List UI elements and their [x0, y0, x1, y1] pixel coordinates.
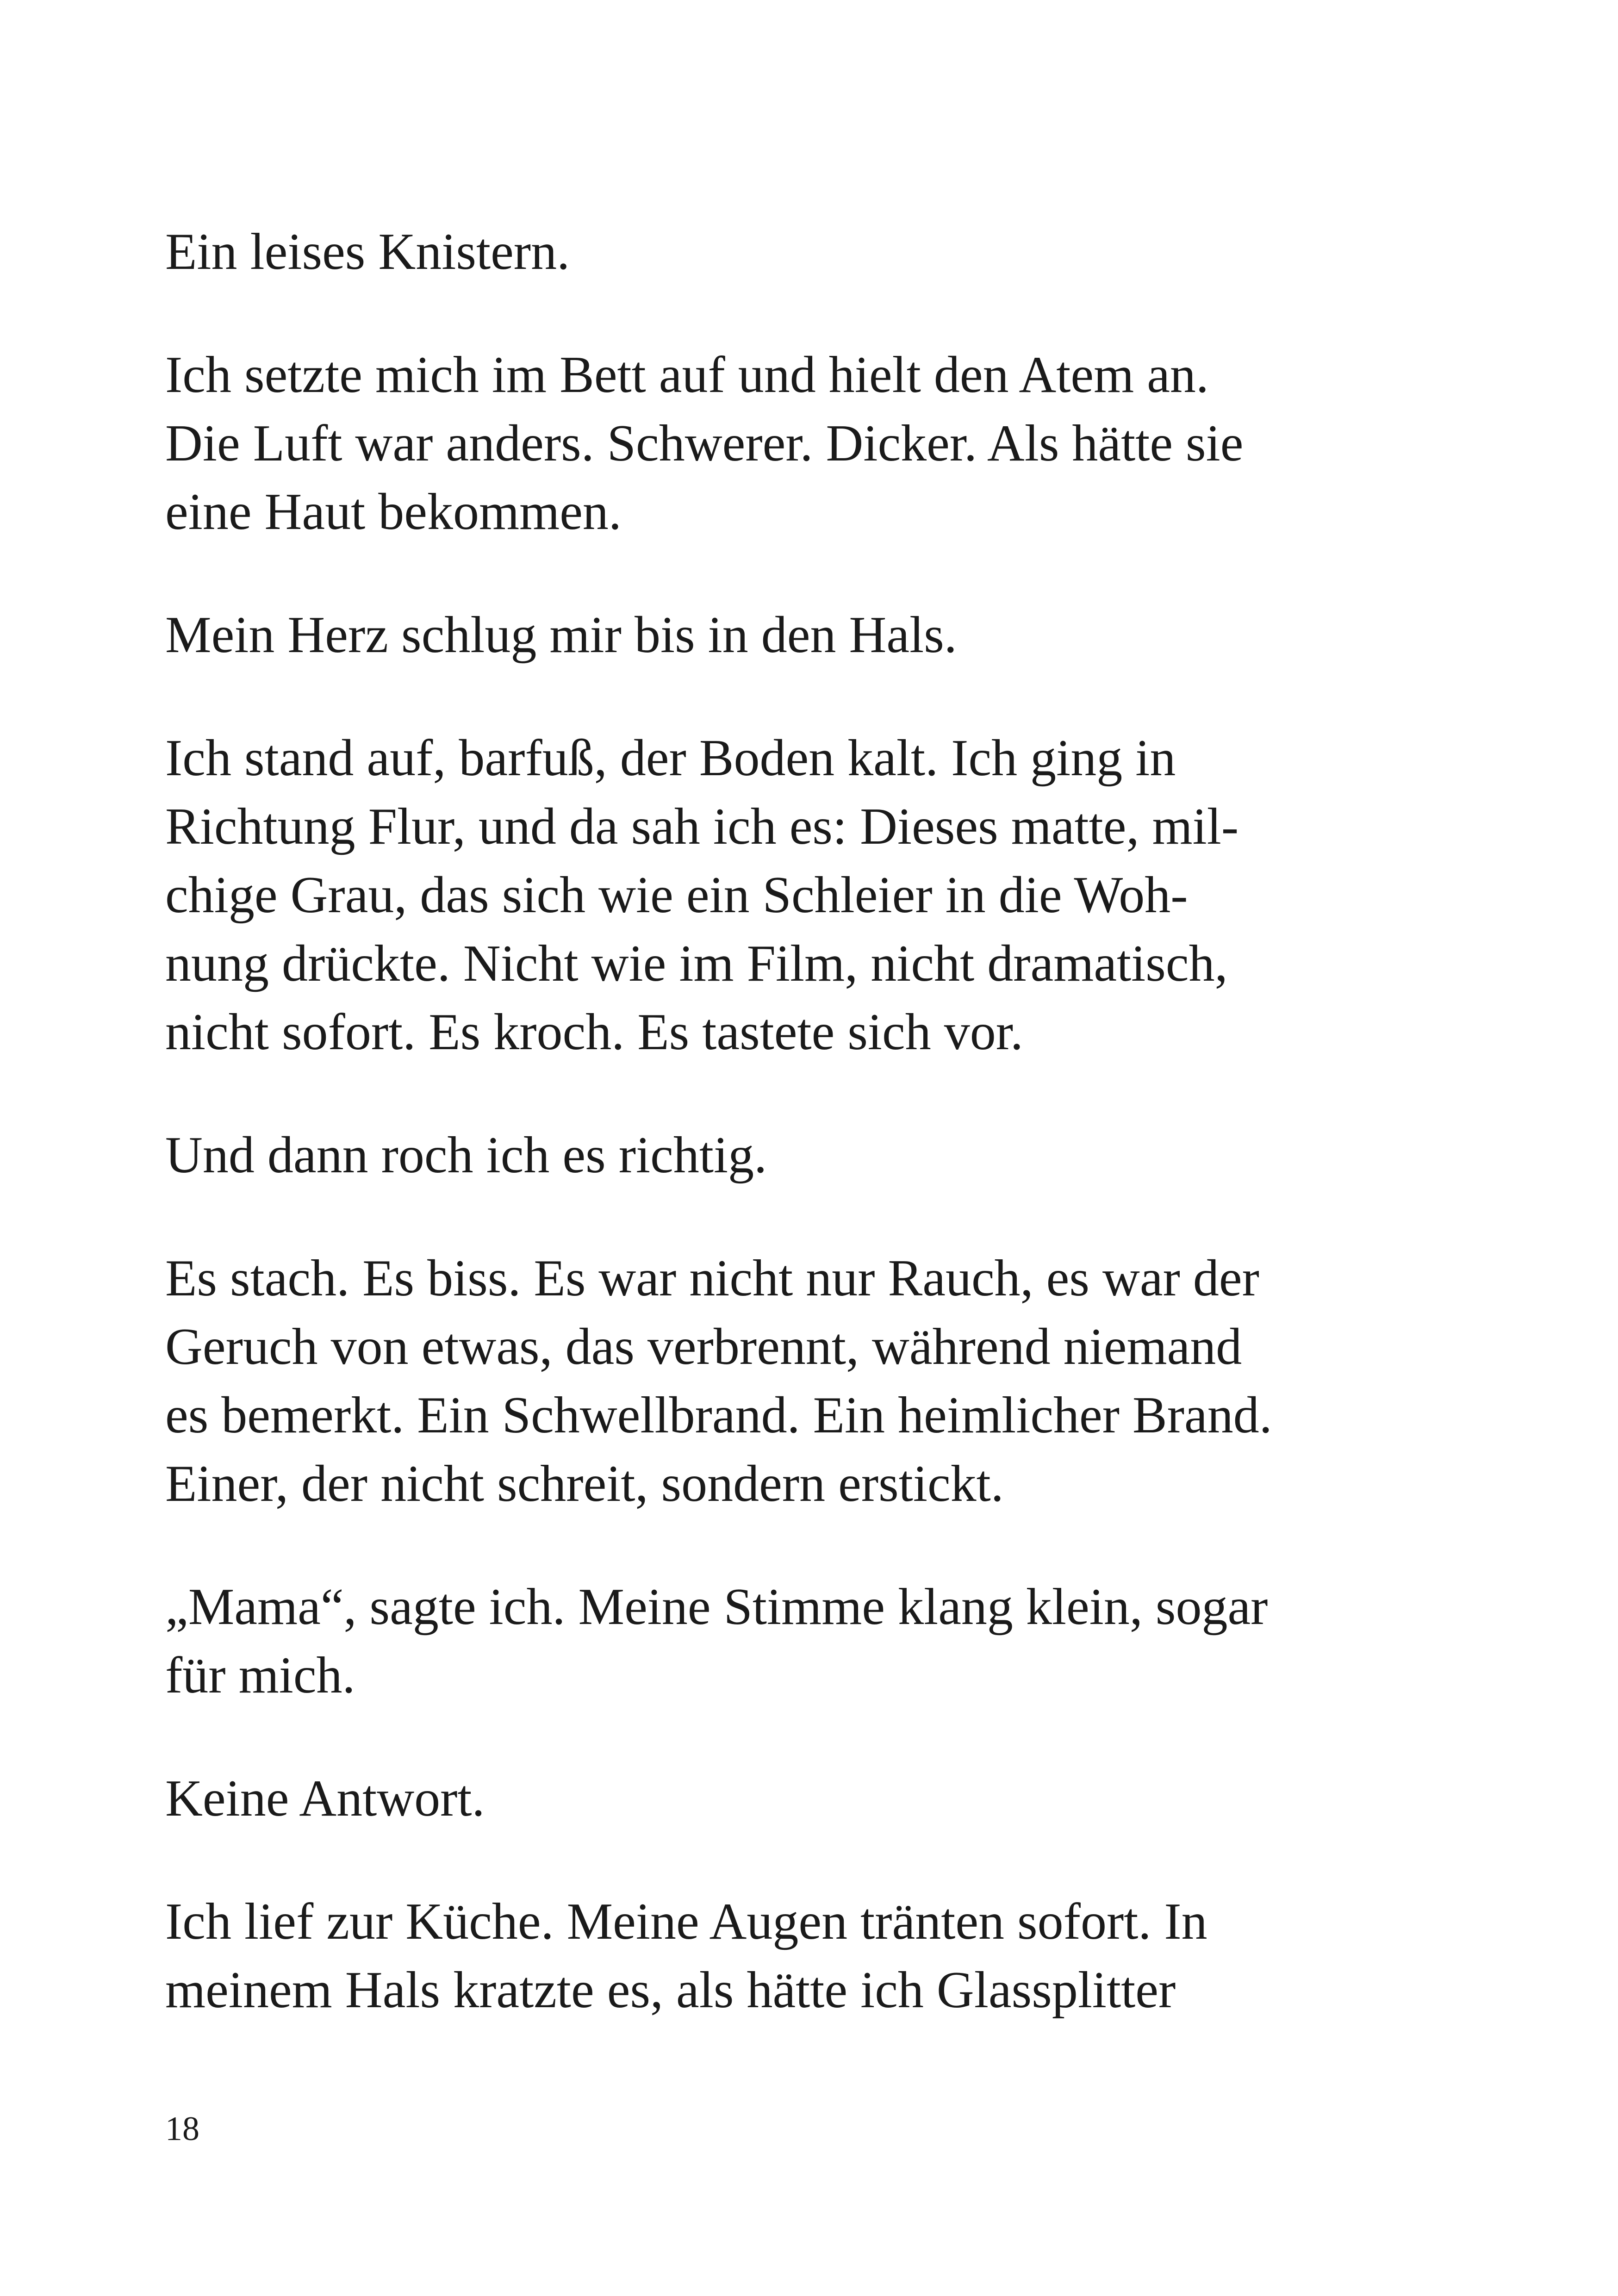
text-line: nicht sofort. Es kroch. Es tastete sich vor.	[165, 1003, 1023, 1061]
text-line: Keine Antwort.	[165, 1770, 485, 1827]
paragraph	[165, 1887, 1461, 2024]
text-line: für mich.	[165, 1647, 355, 1704]
paragraph	[165, 341, 1461, 546]
paragraph	[165, 1764, 1461, 1833]
text-line: „Mama“, sagte ich. Meine Stimme klang klein, sogar	[165, 1578, 1268, 1636]
text-line: Es stach. Es biss. Es war nicht nur Rauch, es war der	[165, 1250, 1259, 1307]
text-line: Einer, der nicht schreit, sondern erstickt.	[165, 1455, 1004, 1512]
paragraph	[165, 1573, 1461, 1710]
body-text	[165, 218, 1461, 2079]
text-line: Die Luft war anders. Schwerer. Dicker. Als hätte sie	[165, 415, 1244, 472]
text-line: nung drückte. Nicht wie im Film, nicht dramatisch,	[165, 935, 1228, 992]
text-line: Mein Herz schlug mir bis in den Hals.	[165, 606, 957, 664]
paragraph	[165, 601, 1461, 669]
text-line: Ich lief zur Küche. Meine Augen tränten sofort. In	[165, 1893, 1207, 1950]
text-line: Richtung Flur, und da sah ich es: Dieses matte, mil-	[165, 798, 1239, 855]
text-line: Geruch von etwas, das verbrennt, während niemand	[165, 1318, 1242, 1375]
text-line: es bemerkt. Ein Schwellbrand. Ein heimlicher Brand.	[165, 1387, 1272, 1444]
text-line: Ich stand auf, barfuß, der Boden kalt. Ich ging in	[165, 729, 1176, 787]
text-line: meinem Hals kratzte es, als hätte ich Glassplitter	[165, 1961, 1176, 2019]
paragraph	[165, 724, 1461, 1066]
text-line: eine Haut bekommen.	[165, 483, 622, 541]
text-line: Ein leises Knistern.	[165, 223, 570, 280]
text-line: chige Grau, das sich wie ein Schleier in die Woh-	[165, 866, 1188, 924]
text-line: Ich setzte mich im Bett auf und hielt den Atem an.	[165, 346, 1209, 404]
paragraph	[165, 1244, 1461, 1518]
paragraph	[165, 218, 1461, 286]
text-line: Und dann roch ich es richtig.	[165, 1126, 767, 1184]
paragraph	[165, 1121, 1461, 1189]
page-number: 18	[165, 2110, 199, 2148]
